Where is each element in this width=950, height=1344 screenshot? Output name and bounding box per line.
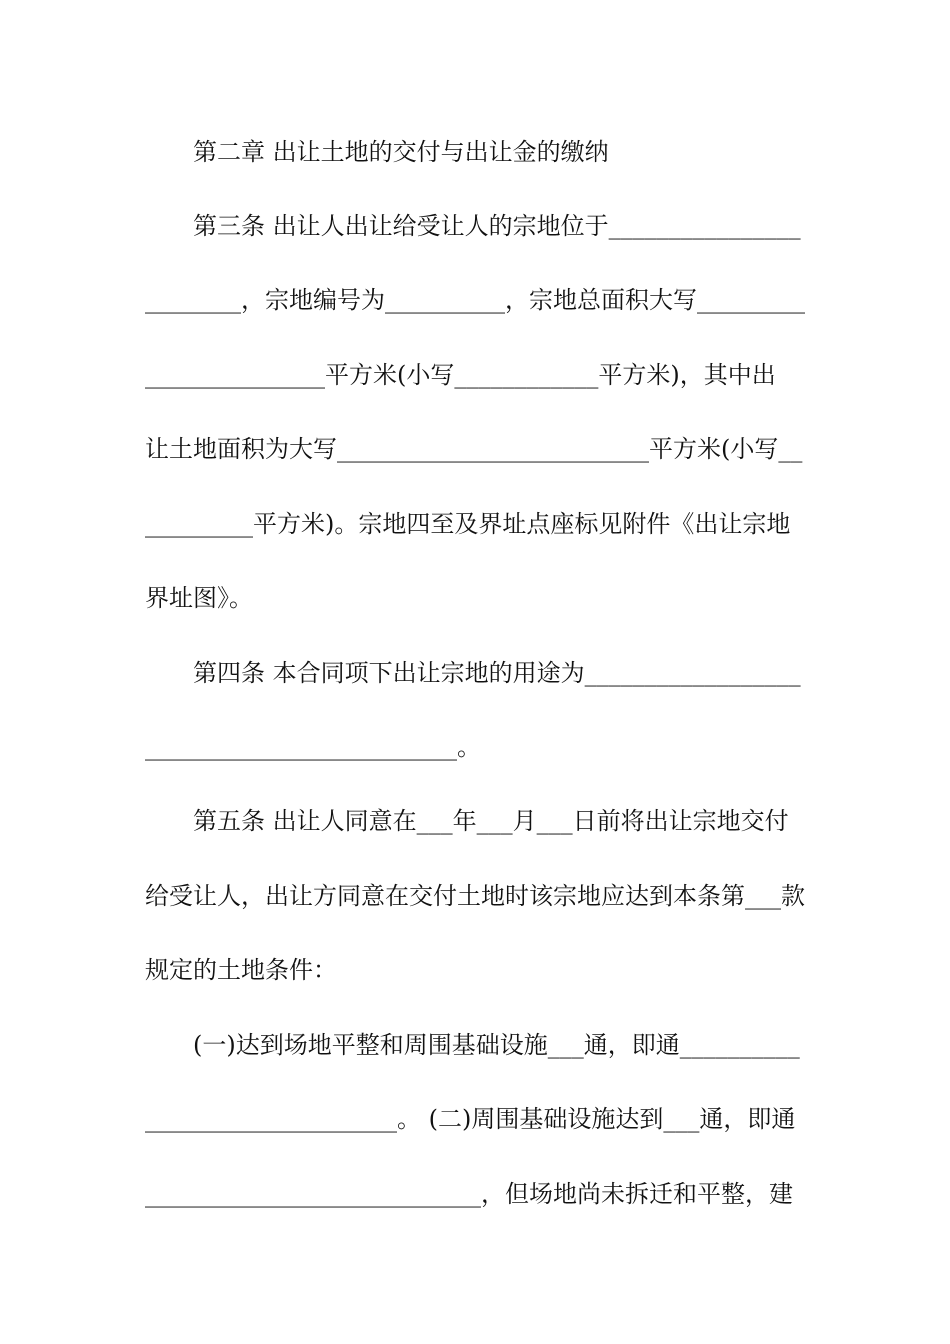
article-3-line-3: _______________平方米(小写____________平方米)，其中出 <box>145 361 776 389</box>
article-5-line-1: 第五条 出让人同意在___年___月___日前将出让宗地交付 <box>193 807 789 835</box>
condition-line-3: ____________________________，但场地尚未拆迁和平整，建 <box>145 1180 793 1208</box>
article-3-line-1: 第三条 出让人出让给受让人的宗地位于________________ <box>193 212 801 240</box>
article-3-line-2: ________，宗地编号为__________，宗地总面积大写_________ <box>145 286 805 314</box>
article-3-line-4: 让土地面积为大写__________________________平方米(小写__ <box>145 435 803 463</box>
article-4-line-1: 第四条 本合同项下出让宗地的用途为__________________ <box>193 659 801 687</box>
condition-line-2: _____________________。 (二)周围基础设施达到___通，即通 <box>145 1105 796 1133</box>
article-5-line-2: 给受让人，出让方同意在交付土地时该宗地应达到本条第___款 <box>145 882 805 910</box>
article-4-line-2: __________________________。 <box>145 733 481 761</box>
condition-1-line-1: (一)达到场地平整和周围基础设施___通，即通__________ <box>193 1031 800 1059</box>
article-5-line-3: 规定的土地条件： <box>145 956 337 984</box>
chapter-heading: 第二章 出让土地的交付与出让金的缴纳 <box>193 138 609 166</box>
article-3-line-6: 界址图》。 <box>145 584 253 612</box>
article-3-line-5: _________平方米)。宗地四至及界址点座标见附件《出让宗地 <box>145 510 791 538</box>
